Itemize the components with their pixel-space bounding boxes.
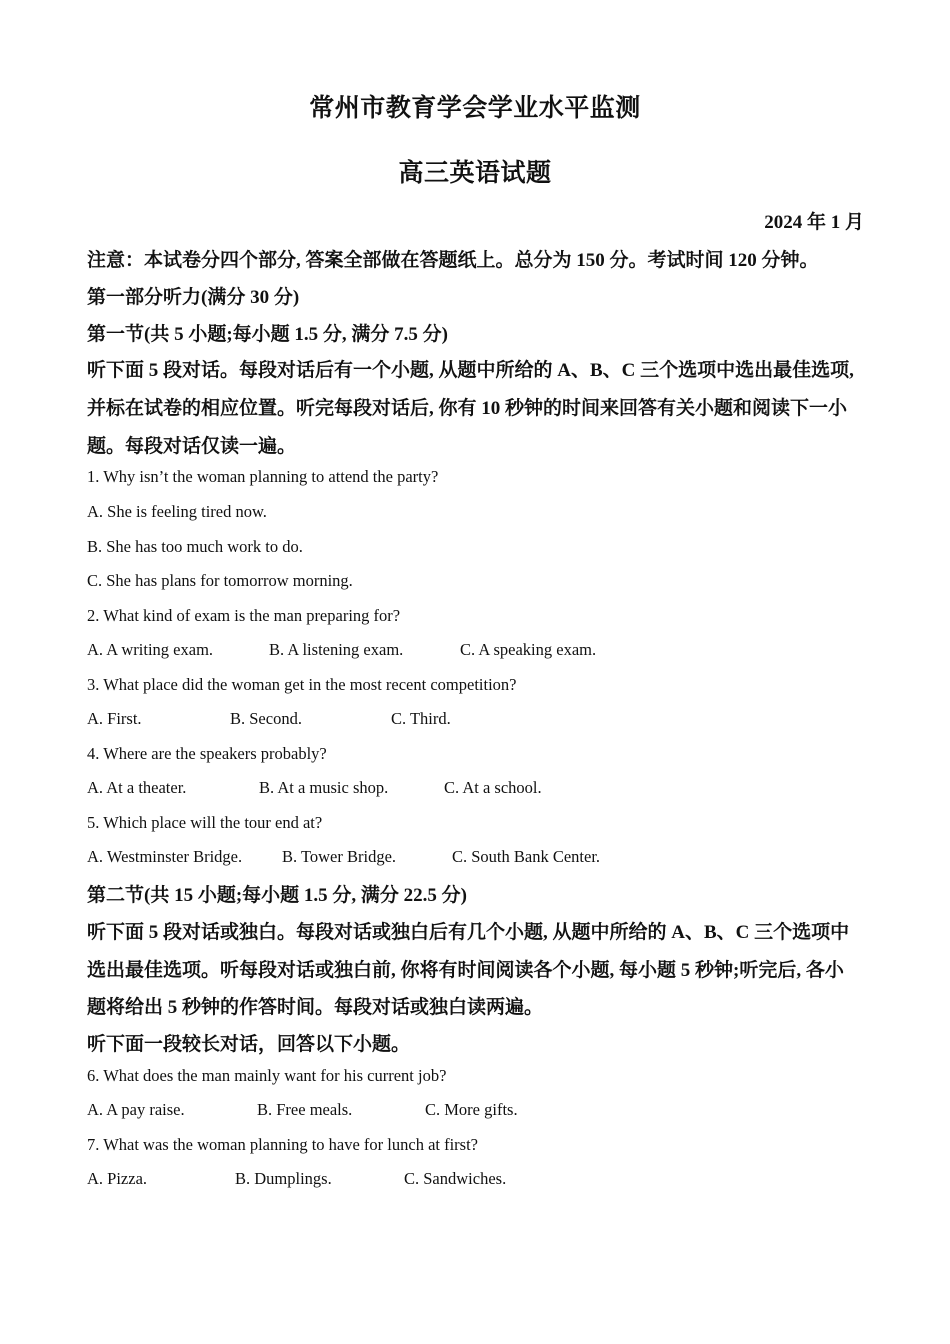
option-4a: A. At a theater. bbox=[87, 778, 187, 797]
option-5c: C. South Bank Center. bbox=[452, 847, 601, 866]
exam-subtitle: 高三英语试题 bbox=[398, 160, 552, 187]
dialogue-intro: 听下面一段较长对话，回答以下小题。 bbox=[87, 1034, 411, 1055]
section1-instruction-line: 听下面 5 段对话。每段对话后有一个小题, 从题中所给的 A、B、C 三个选项中选出最佳选项, bbox=[87, 360, 854, 381]
option-4c: C. At a school. bbox=[444, 778, 542, 797]
section2-instruction-line: 选出最佳选项。听每段对话或独白前, 你将有时间阅读各个小题, 每小题 5 秒钟;听完后, 各小 bbox=[87, 960, 844, 981]
option-2b: B. A listening exam. bbox=[269, 640, 404, 659]
option-6c: C. More gifts. bbox=[425, 1100, 518, 1119]
option-7a: A. Pizza. bbox=[87, 1169, 148, 1188]
question-4: 4. Where are the speakers probably? bbox=[87, 744, 327, 763]
question-3: 3. What place did the woman get in the most recent competition? bbox=[87, 675, 517, 694]
option-7b: B. Dumplings. bbox=[235, 1169, 332, 1188]
section1-instruction-line: 并标在试卷的相应位置。听完每段对话后, 你有 10 秒钟的时间来回答有关小题和阅读下一小 bbox=[87, 398, 848, 419]
option-7c: C. Sandwiches. bbox=[404, 1169, 507, 1188]
option-6a: A. A pay raise. bbox=[87, 1100, 185, 1119]
option-5b: B. Tower Bridge. bbox=[282, 847, 397, 866]
option-3a: A. First. bbox=[87, 709, 142, 728]
option-4b: B. At a music shop. bbox=[259, 778, 389, 797]
part1-title: 第一部分听力(满分 30 分) bbox=[87, 287, 300, 308]
section2-instruction-line: 听下面 5 段对话或独白。每段对话或独白后有几个小题, 从题中所给的 A、B、C 三个选项中 bbox=[87, 922, 850, 943]
option-1b: B. She has too much work to do. bbox=[87, 537, 303, 556]
option-1c: C. She has plans for tomorrow morning. bbox=[87, 571, 353, 590]
section1-title: 第一节(共 5 小题;每小题 1.5 分, 满分 7.5 分) bbox=[87, 324, 448, 345]
section1-instruction-line: 题。每段对话仅读一遍。 bbox=[87, 436, 297, 457]
question-6: 6. What does the man mainly want for his current job? bbox=[87, 1066, 447, 1085]
exam-date: 2024 年 1 月 bbox=[764, 212, 864, 233]
option-3b: B. Second. bbox=[230, 709, 302, 728]
question-5: 5. Which place will the tour end at? bbox=[87, 813, 323, 832]
option-3c: C. Third. bbox=[391, 709, 451, 728]
option-1a: A. She is feeling tired now. bbox=[87, 502, 267, 521]
option-6b: B. Free meals. bbox=[257, 1100, 353, 1119]
question-2: 2. What kind of exam is the man preparing for? bbox=[87, 606, 401, 625]
exam-title: 常州市教育学会学业水平监测 bbox=[309, 95, 641, 122]
option-5a: A. Westminster Bridge. bbox=[87, 847, 243, 866]
question-1: 1. Why isn’t the woman planning to attend the party? bbox=[87, 467, 439, 486]
option-2a: A. A writing exam. bbox=[87, 640, 214, 659]
question-7: 7. What was the woman planning to have for lunch at first? bbox=[87, 1135, 479, 1154]
option-2c: C. A speaking exam. bbox=[460, 640, 597, 659]
section2-instruction-line: 题将给出 5 秒钟的作答时间。每段对话或独白读两遍。 bbox=[87, 997, 544, 1018]
section2-title: 第二节(共 15 小题;每小题 1.5 分, 满分 22.5 分) bbox=[87, 885, 467, 906]
notice-text: 注意：本试卷分四个部分, 答案全部做在答题纸上。总分为 150 分。考试时间 120 分钟。 bbox=[87, 250, 819, 271]
